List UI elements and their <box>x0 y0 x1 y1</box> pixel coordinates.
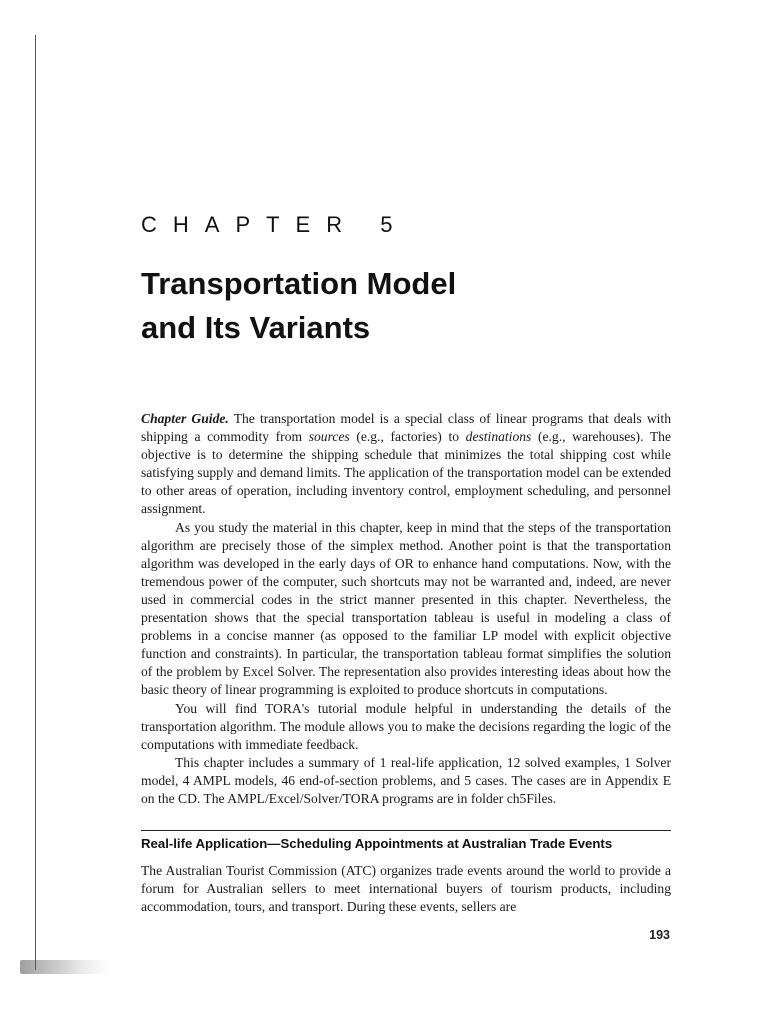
page-binding-edge <box>35 35 36 970</box>
chapter-label: CHAPTER 5 <box>141 212 409 237</box>
term-destinations: destinations <box>465 429 532 445</box>
chapter-title <box>141 262 456 350</box>
guide-lead: Chapter Guide. <box>141 411 229 426</box>
section-body: The Australian Tourist Commission (ATC) organizes trade events around the world to provide a forum for Australian sellers to meet international buyers of tourism products, including accommodation, tours, and transport. During these events, sellers are <box>141 863 671 915</box>
guide-text-c: (e.g., warehouses). The objective is to determine the shipping schedule that minimizes the total shipping cost while satisfying supply and demand limits. The application of the transportation model can be extended to other areas of operation, including inventory control, employment scheduling, and personnel assignment. <box>141 429 671 517</box>
scan-artifact <box>20 960 110 974</box>
guide-paragraph-1 <box>141 410 671 519</box>
chapter-title-line-2: and Its Variants <box>141 310 371 345</box>
chapter-guide <box>141 410 671 808</box>
guide-paragraph-4: This chapter includes a summary of 1 real-life application, 12 solved examples, 1 Solver model, 4 AMPL models, 46 end-of-section problems, and 5 cases. The cases are in Appendix E on the CD. The AMPL/Excel/Solver/TORA programs are in folder ch5Files. <box>141 754 671 806</box>
section-heading: Real-life Application—Scheduling Appointments at Australian Trade Events <box>141 836 613 851</box>
section-divider <box>141 830 671 831</box>
guide-text-a: The transportation model is a special class of linear programs that deals with shipping a commodity from <box>141 411 672 445</box>
chapter-title-line-1: Transportation Model <box>141 266 457 301</box>
guide-paragraph-2: As you study the material in this chapter, keep in mind that the steps of the transportation algorithm are precisely those of the simplex method. Another point is that the transportation algorithm was developed in the early days of OR to enhance hand computations. Now, with the tremendous power of the computer, such shortcuts may not be warranted and, indeed, are never used in commercial codes in the strict manner presented in this chapter. Nevertheless, the presentation shows that the special transportation tableau is useful in modeling a class of problems in a concise manner (as opposed to the familiar LP model with explicit objective function and constraints). In particular, the transportation tableau format simplifies the solution of the problem by Excel Solver. The representation also provides interesting ideas about how the basic theory of linear programming is exploited to produce shortcuts in computations. <box>141 519 671 698</box>
page-number: 193 <box>649 928 670 942</box>
guide-paragraph-3: You will find TORA's tutorial module helpful in understanding the details of the transportation algorithm. The module allows you to make the decisions regarding the logic of the computations with immediate feedback. <box>141 700 671 752</box>
term-sources: sources <box>308 429 350 445</box>
guide-text-b: (e.g., factories) to <box>349 429 466 445</box>
